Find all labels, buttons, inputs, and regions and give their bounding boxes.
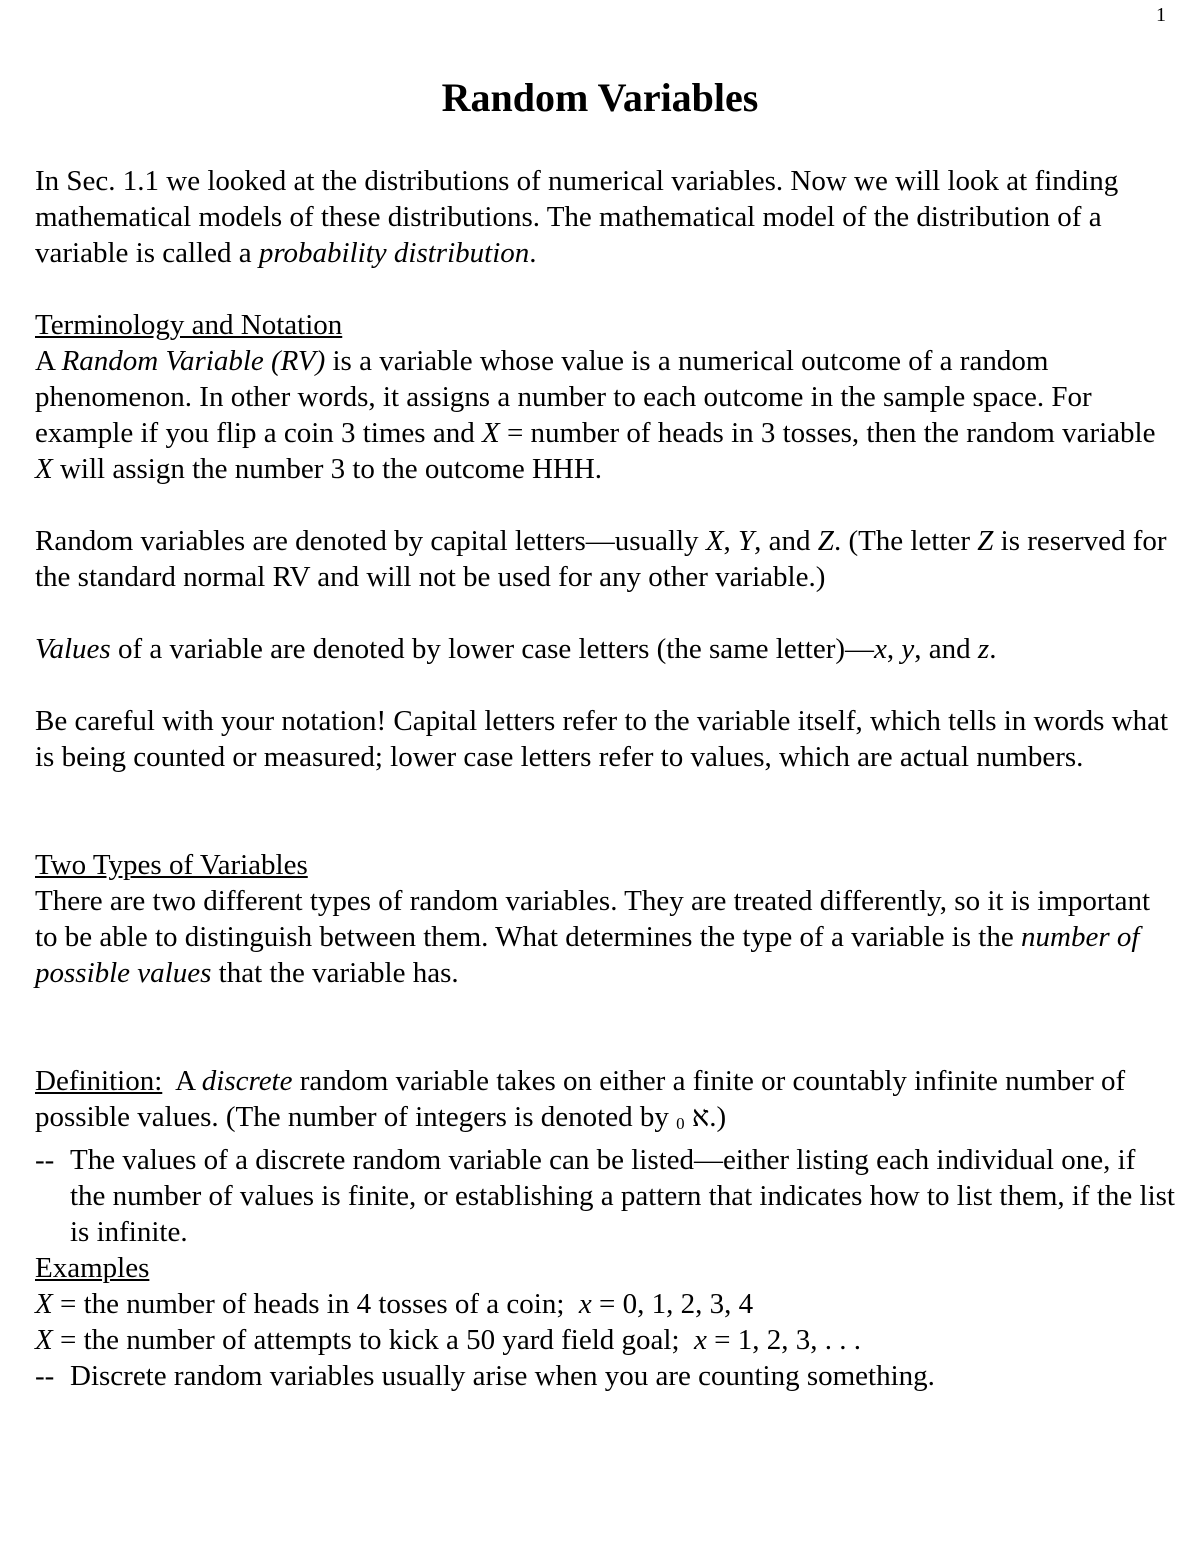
value-x: x: [874, 633, 887, 665]
intro-text: In Sec. 1.1 we looked at the distributions of numerical variables. Now we will look at finding mathematical models of these distributions. The mathematical model of the distribution of a variable is called a: [35, 165, 1119, 269]
text-span: = 0, 1, 2, 3, 4: [591, 1288, 754, 1320]
intro-term: probability distribution: [258, 237, 530, 269]
value-x: x: [694, 1324, 707, 1356]
rv-term: Random Variable (RV): [61, 345, 326, 377]
page-title: Random Variables: [441, 75, 759, 120]
text-span: ,: [723, 525, 739, 557]
text-span: , and: [754, 525, 818, 557]
discrete-term: discrete: [201, 1065, 293, 1097]
intro-end: .: [529, 237, 537, 269]
text-span: A: [35, 345, 62, 377]
text-span: Random variables are denoted by capital letters—usually: [35, 525, 706, 557]
rv-definition-paragraph: [35, 343, 1175, 487]
bullet-listing-values: The values of a discrete random variable can be listed—either listing each individual one, if the number of values is finite, or establishing a pattern that indicates how to list them, if the list is infinite.: [70, 1144, 1175, 1248]
bullet-counting: Discrete random variables usually arise when you are counting something.: [70, 1360, 935, 1392]
text-span: random variable takes on either a finite or countably infinite number of possible values. (The number of integers is denoted by: [35, 1065, 1126, 1133]
types-heading: Two Types of Variables: [35, 849, 308, 881]
values-paragraph: [35, 631, 1175, 667]
list-dash: --: [35, 1144, 55, 1176]
intro-paragraph: [35, 163, 1175, 271]
list-item: [35, 1358, 1175, 1394]
value-z: z: [977, 633, 990, 665]
text-span: = the number of attempts to kick a 50 yard field goal;: [52, 1324, 695, 1356]
example-item: [35, 1322, 1175, 1358]
var-x: X: [35, 1324, 53, 1356]
example-item: [35, 1286, 1175, 1322]
text-span: There are two different types of random variables. They are treated differently, so it is important to be able to distinguish between them. What determines the type of a variable is the: [35, 885, 1151, 953]
text-span: ,: [886, 633, 902, 665]
definition-paragraph: [35, 1063, 1175, 1142]
page-number: 1: [1156, 4, 1166, 26]
types-term: number of possible values: [35, 921, 1140, 989]
text-span: will assign the number 3 to the outcome HHH.: [52, 453, 603, 485]
aleph-subscript: 0: [676, 1114, 685, 1133]
text-span: , and: [914, 633, 978, 665]
text-span: = the number of heads in 4 tosses of a coin;: [52, 1288, 579, 1320]
text-span: .: [989, 633, 997, 665]
terminology-heading: Terminology and Notation: [35, 309, 343, 341]
text-span: of a variable are denoted by lower case letters (the same letter)—: [110, 633, 875, 665]
notation-warning-paragraph: Be careful with your notation! Capital letters refer to the variable itself, which tells in words what is being counted or measured; lower case letters refer to values, which are actual numbers.: [35, 705, 1169, 773]
aleph-symbol: א: [691, 1101, 710, 1133]
text-span: . (The letter: [833, 525, 978, 557]
list-dash: --: [35, 1360, 55, 1392]
text-span: = number of heads in 3 tosses, then the random variable: [499, 417, 1156, 449]
var-x: X: [705, 525, 724, 557]
text-span: = 1, 2, 3, . . .: [706, 1324, 862, 1356]
values-term: Values: [35, 633, 111, 665]
text-span: that the variable has.: [211, 957, 459, 989]
definition-label: Definition:: [35, 1065, 163, 1097]
types-paragraph: [35, 883, 1175, 991]
text-span: is a variable whose value is a numerical outcome of a random phenomenon. In other words, it assigns a number to each outcome in the sample space. For example if you flip a coin 3 times and: [35, 345, 1092, 449]
text-span: A: [162, 1065, 202, 1097]
var-x: X: [35, 1288, 53, 1320]
var-x: X: [481, 417, 500, 449]
var-x: X: [35, 453, 53, 485]
var-y: Y: [738, 525, 755, 557]
var-z: Z: [977, 525, 994, 557]
var-z: Z: [817, 525, 834, 557]
text-span: .): [709, 1101, 727, 1133]
value-x: x: [578, 1288, 592, 1320]
examples-heading: Examples: [35, 1252, 150, 1284]
document-body: [35, 163, 1175, 1394]
list-item: [35, 1142, 1175, 1250]
capital-letters-paragraph: [35, 523, 1175, 595]
text-span: is reserved for the standard normal RV and will not be used for any other variable.): [35, 525, 1167, 593]
value-y: y: [901, 633, 915, 665]
